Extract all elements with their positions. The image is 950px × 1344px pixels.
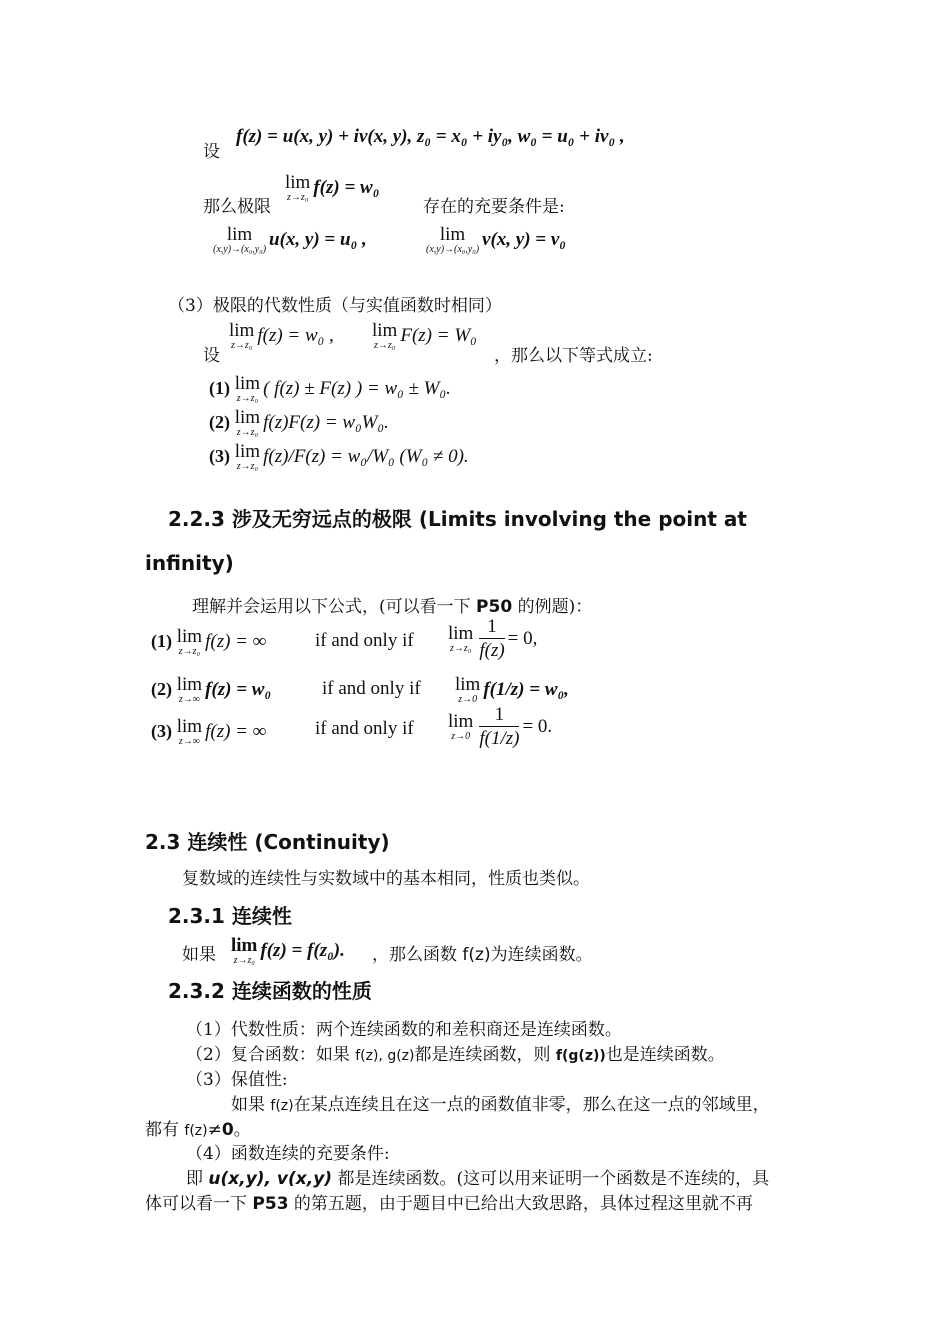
algebra-expr-2: F(z) = W₀ [400, 324, 477, 346]
section-231-ruguo: 如果 [182, 945, 216, 965]
lim-word: lim [372, 320, 398, 341]
lim-word: lim [455, 674, 481, 695]
after-text-a: ，那么函数 [372, 945, 463, 965]
formula-label: (1) [151, 630, 172, 651]
formula-2 [151, 676, 271, 705]
formula-3 [151, 718, 266, 747]
after-text-c: 为连续函数。 [490, 945, 593, 965]
algebra-limit-2 [372, 322, 477, 351]
formula-lhs: f(z) = w₀ [205, 678, 272, 700]
p3b-neq: ≠ [207, 1120, 222, 1140]
formula-3-rhs [448, 704, 552, 751]
iff-2: if and only if [322, 678, 421, 699]
p4b-text-3: 的第五题，由于题目中已给出大致思路，具体过程这里就不再 [288, 1194, 753, 1214]
section-231-title: 2.3.1 连续性 [168, 904, 292, 928]
fraction-denominator: f(z) [479, 640, 505, 661]
lim-word: lim [176, 716, 203, 737]
lim-subscript: z→z₀ [287, 192, 309, 203]
lim-subscript: z→∞ [178, 694, 200, 705]
p2-functions: f(z), g(z) [355, 1048, 415, 1064]
lim-word: lim [234, 407, 261, 428]
formula-2-rhs [455, 676, 569, 705]
p3a-text-1: 如果 [231, 1095, 271, 1115]
property-3-line-a [231, 1090, 770, 1115]
function-definition: f(z) = u(x, y) + iv(x, y), z₀ = x₀ + iy₀, w₀ = u₀ + iv₀ , [236, 126, 625, 147]
iff-1: if and only if [315, 630, 414, 651]
formula-1 [151, 628, 266, 657]
formula-rhs: = 0, [507, 627, 538, 649]
intro-text-c: 的例题)： [512, 597, 593, 617]
lim-word: lim [226, 224, 253, 245]
page-ref-p53: P53 [252, 1194, 289, 1214]
condition-text: 存在的充要条件是: [423, 197, 565, 217]
p2-composite: f(g(z)) [555, 1048, 606, 1064]
property-4-line-b [145, 1189, 753, 1214]
p3b-zero: 0 [221, 1120, 234, 1140]
algebra-expr-1: f(z) = w₀ , [257, 324, 334, 346]
algebra-she: 设 [203, 346, 220, 366]
property-3-line-b [145, 1115, 251, 1140]
iff-3: if and only if [315, 718, 414, 739]
lim-word: lim [285, 172, 311, 193]
section-223-intro [192, 592, 592, 617]
algebra-item-3 [209, 443, 469, 472]
continuity-expr: f(z) = f(z₀). [260, 939, 345, 961]
p3b-text-1: 都有 [145, 1120, 185, 1140]
lim-subscript: z→z₀ [233, 955, 255, 966]
formula-rhs: = 0. [522, 715, 553, 737]
lim-subscript: z→∞ [178, 736, 200, 747]
lim-word: lim [448, 623, 474, 644]
property-3: （3）保值性: [186, 1070, 288, 1090]
lim-subscript: z→z₀ [236, 461, 259, 472]
p4b-text-1: 体可以看一下 [145, 1194, 253, 1214]
lim-word: lim [234, 373, 261, 394]
v-limit-value: v(x, y) = v₀ [482, 228, 566, 250]
section-232-title: 2.3.2 连续函数的性质 [168, 979, 372, 1003]
algebra-heading: （3）极限的代数性质（与实值函数时相同） [168, 296, 502, 316]
algebra-item-2 [209, 409, 389, 438]
item-expr: f(z)/F(z) = w₀/W₀ (W₀ ≠ 0). [263, 445, 469, 467]
p4a-text-1: 即 [186, 1169, 209, 1189]
p2-text-c: 都是连续函数，则 [414, 1045, 556, 1065]
formula-lhs: f(z) = ∞ [205, 630, 267, 652]
algebra-item-1 [209, 375, 451, 404]
p4a-text-3: 都是连续函数。(这可以用来证明一个函数是不连续的，具 [332, 1169, 770, 1189]
section-223-title: 2.2.3 涉及无穷远点的极限 (Limits involving the point at [168, 507, 747, 531]
p2-text-e: 也是连续函数。 [605, 1045, 725, 1065]
p4a-functions: u(x,y), v(x,y) [208, 1169, 333, 1189]
limit-value: f(z) = w₀ [313, 176, 380, 198]
formula-1-rhs [448, 616, 537, 663]
page-ref-p50: P50 [476, 597, 513, 617]
p2-text-a: （2）复合函数：如果 [186, 1045, 356, 1065]
p3a-text-3: 在某点连续且在这一点的函数值非零，那么在这一点的邻域里， [293, 1095, 770, 1115]
item-label: (3) [209, 445, 230, 466]
lim-word: lim [229, 320, 255, 341]
lim-word: lim [231, 935, 258, 956]
lim-subscript: z→z₀ [231, 340, 253, 351]
lim-subscript: z→z₀ [450, 643, 472, 654]
fraction-numerator: 1 [479, 704, 519, 727]
algebra-limit-1 [229, 322, 334, 351]
section-231-after [372, 940, 593, 965]
lim-subscript: (x,y)→(x₀,y₀) [426, 244, 480, 255]
formula-label: (3) [151, 720, 172, 741]
fraction-denominator: f(1/z) [479, 728, 520, 749]
lim-word: lim [448, 711, 474, 732]
fz-label: f(z) [462, 945, 491, 965]
item-label: (2) [209, 411, 230, 432]
u-limit [213, 226, 367, 255]
intro-namo: 那么极限 [203, 197, 271, 217]
lim-word: lim [439, 224, 466, 245]
item-expr: f(z)F(z) = w₀W₀. [263, 411, 389, 433]
lim-subscript: z→z₀ [236, 427, 259, 438]
intro-text-a: 理解并会运用以下公式，(可以看一下 [192, 597, 477, 617]
section-23-desc: 复数域的连续性与实数域中的基本相同，性质也类似。 [182, 869, 590, 889]
continuity-limit [231, 937, 345, 966]
property-2 [186, 1040, 725, 1065]
item-expr: ( f(z) ± F(z) ) = w₀ ± W₀. [263, 377, 451, 399]
property-4-line-a [186, 1164, 769, 1189]
section-223-title-cont: infinity) [145, 551, 234, 575]
lim-word: lim [176, 626, 203, 647]
formula-rhs: f(1/z) = w₀, [483, 678, 569, 700]
p3b-fz: f(z) [184, 1123, 208, 1139]
lim-word: lim [234, 441, 261, 462]
section-23-title: 2.3 连续性 (Continuity) [145, 830, 390, 854]
lim-subscript: z→z₀ [178, 646, 201, 657]
p3b-end: 。 [233, 1120, 251, 1140]
p3a-fz: f(z) [270, 1098, 294, 1114]
v-limit [426, 226, 566, 255]
lim-subscript: (x,y)→(x₀,y₀) [213, 244, 267, 255]
lim-subscript: z→z₀ [236, 393, 259, 404]
lim-subscript: z→0 [451, 731, 471, 742]
lim-word: lim [176, 674, 203, 695]
algebra-then: ，那么以下等式成立: [494, 346, 653, 366]
item-label: (1) [209, 377, 230, 398]
u-limit-value: u(x, y) = u₀ , [269, 228, 367, 250]
property-1: （1）代数性质：两个连续函数的和差积商还是连续函数。 [186, 1020, 622, 1040]
lim-subscript: z→0 [458, 694, 478, 705]
limit-expression [285, 174, 379, 203]
formula-lhs: f(z) = ∞ [205, 720, 267, 742]
formula-label: (2) [151, 678, 172, 699]
property-4: （4）函数连续的充要条件: [186, 1144, 390, 1164]
fraction-numerator: 1 [479, 616, 504, 639]
lim-subscript: z→z₀ [374, 340, 396, 351]
intro-she: 设 [203, 142, 220, 162]
